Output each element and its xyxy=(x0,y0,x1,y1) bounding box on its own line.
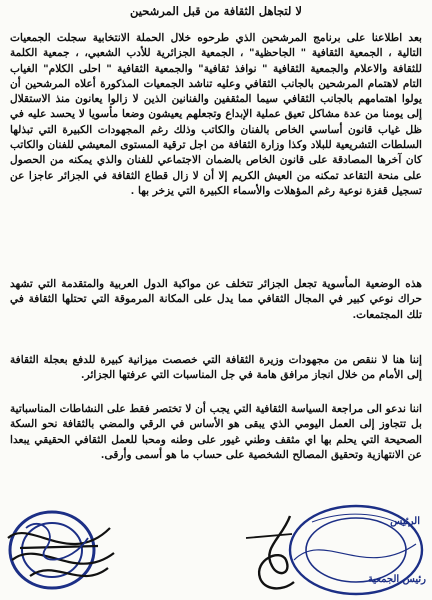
stamp-text-bottom: رئيس الجمعية xyxy=(367,574,426,585)
paragraph-2: هذه الوضعية المأسوية تجعل الجزائر تتخلف عن مواكبة الدول العربية والمتقدمة التي تشهد حراك نوعي كبير في المجال الثقافي مما يدل على المكانة المرموقة التي تحتلها الثقافة في تلك المجتمعات. xyxy=(10,278,422,321)
paragraph-3: إننا هنا لا ننقص من مجهودات وزيرة الثقافة التي خصصت ميزانية كبيرة للدفع بعجلة الثقافة إلى الأمام من خلال انجاز مرافق هامة في جل المناسبات التي عرفتها الجزائر. xyxy=(10,354,422,382)
stamp-text-top: الرئيس xyxy=(390,516,420,527)
paragraph-4: اننا ندعو الى مراجعة السياسة الثقافية التي يجب أن لا تختصر فقط على النشاطات المناسباتية بل تتجاوز إلى العمل اليومي الذي يبقى هو الأساس في الرقي والمضي بالثقافة نحو السكة الصحيحة التي يحلم بها اي مثقف وطني غيور على وطنه ومحبا للعمل الثقافي الحقيقي يبعدا عن الانتهازية وتحقيق المصالح الشخصية على حساب ما هو أسمى وأرقى. xyxy=(10,403,422,461)
left-stamp xyxy=(0,498,118,598)
document-title: لا لتجاهل الثقافة من قبل المرشحين xyxy=(130,4,302,18)
paragraph-1: بعد اطلاعنا على برنامج المرشحين الذي طرحوه خلال الحملة الانتخابية سجلت الجمعيات التالية ، الجمعية الثقافية " الجاحظية" ، الجمعية الجزائرية للأدب الشعبي، ، جمعية الكلمة للثقافة والاعلام والجمعية الثقافية " نوافذ ثقافية" والجمعية الثقافية " احلى الكلام" الغياب التام لاهتمام المرشحين بالجانب الثقافي وعليه تناشد الجمعيات المذكورة أعلاه المرشحين أن يولوا اهتمامهم بالجانب الثقافي سيما المثقفين والفنانين الذين لا زالوا يعانون منذ الاستقلال إلى يومنا من عدة مشاكل تعيق عملية الإبداع وتجعلهم يعيشون وضعا مأسويا لا يحسد عليه في ظل غياب قانون أساسي الخاص بالفنان والكاتب وذلك رغم المجهودات الكبيرة التي تبذلها السلطات التشريعية للبلاد وكذا وزارة الثقافة من اجل ترقية المستوى المعيشي للفنان والكاتب كان آخرها المصادقة على قانون الخاص بالضمان الاجتماعي للفنان والذي يمكنه من الحصول على منحة التقاعد تمكنه من العيش الكريم إلا أن لا زال قطاع الثقافة في الجزائر عاجزا عن تسجيل قفزة نوعية رغم المؤهلات والأسماء الكبيرة التي يزخر بها . xyxy=(10,32,422,197)
